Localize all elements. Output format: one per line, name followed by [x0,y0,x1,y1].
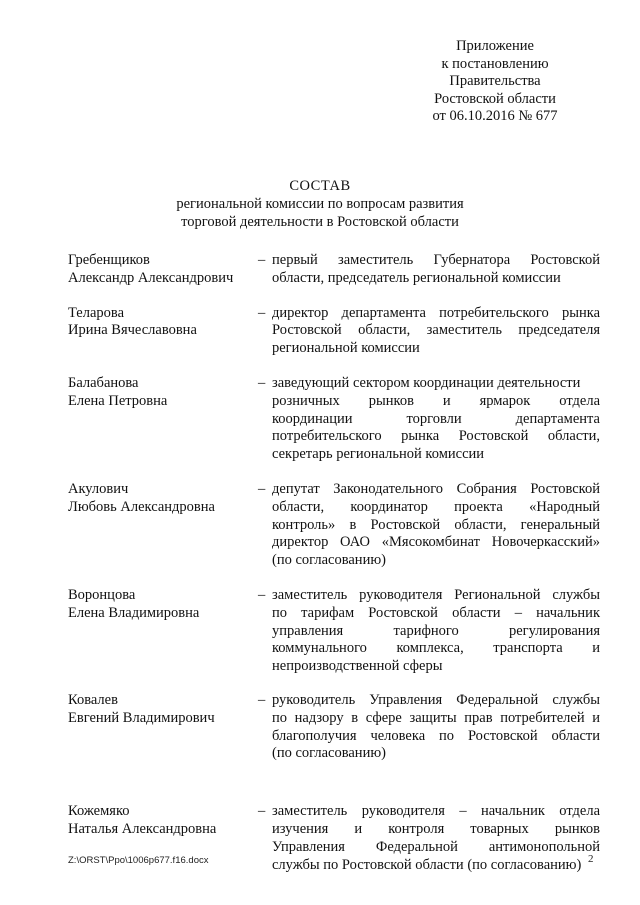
member-position-line: Управления Федеральной антимонопольной [272,838,600,855]
member-name [68,587,258,676]
member-name-line: Елена Владимировна [68,604,200,621]
member-position-line: заместитель руководителя Региональной службы [272,586,600,603]
annex-block [420,38,570,126]
annex-line: Ростовской области [434,90,556,107]
member-dash: – [258,691,266,708]
member-name-line: Кожемяко [68,803,130,820]
member-position [272,803,600,874]
members-list [68,252,600,874]
member-position-line: области, координатор проекта «Народный [272,498,600,515]
member-name-line: Воронцова [68,586,136,603]
member-name [68,692,258,763]
member-position-line: розничных рынков и ярмарок отдела [272,392,600,409]
annex-line: от 06.10.2016 № 677 [432,108,558,124]
member-position-line: Ростовской области, заместитель председателя [272,322,600,339]
member-position-line: (по согласованию) [272,552,386,569]
member-name-line: Ирина Вячеславовна [68,322,197,339]
member-position-line: изучения и контроля товарных рынков [272,820,600,837]
member-position-line: управления тарифного регулирования [272,622,600,639]
member-name-line: Теларова [68,304,125,321]
member-position [272,375,600,464]
member-position-line: (по согласованию) [272,745,386,762]
member-dash: – [258,252,266,268]
member-name [68,305,258,358]
member-position-line: по тарифам Ростовской области – начальник [272,604,600,621]
member-position-line: по надзору в сфере защиты прав потребителей и [272,709,600,726]
member-name [68,252,258,288]
document-heading [0,178,640,231]
document-title: СОСТАВ [289,178,351,194]
member-row [68,692,600,763]
member-position [272,692,600,763]
member-position-line: коммунального комплекса, транспорта и [272,640,600,657]
member-position-line: области, председатель региональной комиссии [272,269,561,286]
member-position-line: благополучия человека по Ростовской области [272,727,600,744]
member-name-line: Елена Петровна [68,392,168,409]
member-position-line: первый заместитель Губернатора Ростовской [272,252,600,268]
member-position-line: региональной комиссии [272,340,420,357]
member-dash: – [258,480,266,497]
annex-line: Правительства [449,73,541,89]
member-position-line: службы по Ростовской области (по согласованию) [272,856,582,873]
member-name-line: Ковалев [68,691,118,708]
document-subtitle-line: региональной комиссии по вопросам развития [176,195,464,212]
member-name-line: Акулович [68,480,129,497]
member-name [68,481,258,570]
member-position-line: директор департамента потребительского рынка [272,304,600,321]
member-name-line: Александр Александрович [68,269,234,286]
member-position [272,305,600,358]
member-name [68,375,258,464]
member-position [272,252,600,288]
member-position-line: потребительского рынка Ростовской области, [272,428,600,445]
member-dash: – [258,803,266,820]
member-name-line: Наталья Александровна [68,820,217,837]
member-name-line: Гребенщиков [68,252,150,268]
member-position [272,481,600,570]
member-name-line: Любовь Александровна [68,498,215,515]
member-position-line: руководитель Управления Федеральной службы [272,691,600,708]
member-position-line: директор ОАО «Мясокомбинат Новочеркасский» [272,534,600,551]
document-subtitle-line: торговой деятельности в Ростовской области [181,213,459,230]
member-dash: – [258,304,266,321]
footer-file-path: Z:\ORST\Ppo\1006p677.f16.docx [68,855,209,866]
member-dash: – [258,374,266,391]
member-row [68,305,600,358]
member-position-line: депутат Законодательного Собрания Ростовской [272,480,600,497]
member-row [68,252,600,288]
member-position-line: координации торговли департамента [272,410,600,427]
member-row [68,587,600,676]
member-name-line: Евгений Владимирович [68,709,215,726]
member-name-line: Балабанова [68,374,139,391]
annex-line: к постановлению [441,55,549,72]
member-position-line: заведующий сектором координации деятельности [272,374,581,391]
annex-line: Приложение [456,38,534,54]
member-position [272,587,600,676]
member-row [68,481,600,570]
member-position-line: непроизводственной сферы [272,658,443,675]
member-position-line: контроль» в Ростовской области, генеральный [272,516,600,533]
member-dash: – [258,586,266,603]
member-row [68,375,600,464]
member-position-line: заместитель руководителя – начальник отдела [272,803,600,820]
member-position-line: секретарь региональной комиссии [272,446,485,463]
footer-page-number: 2 [588,853,594,865]
